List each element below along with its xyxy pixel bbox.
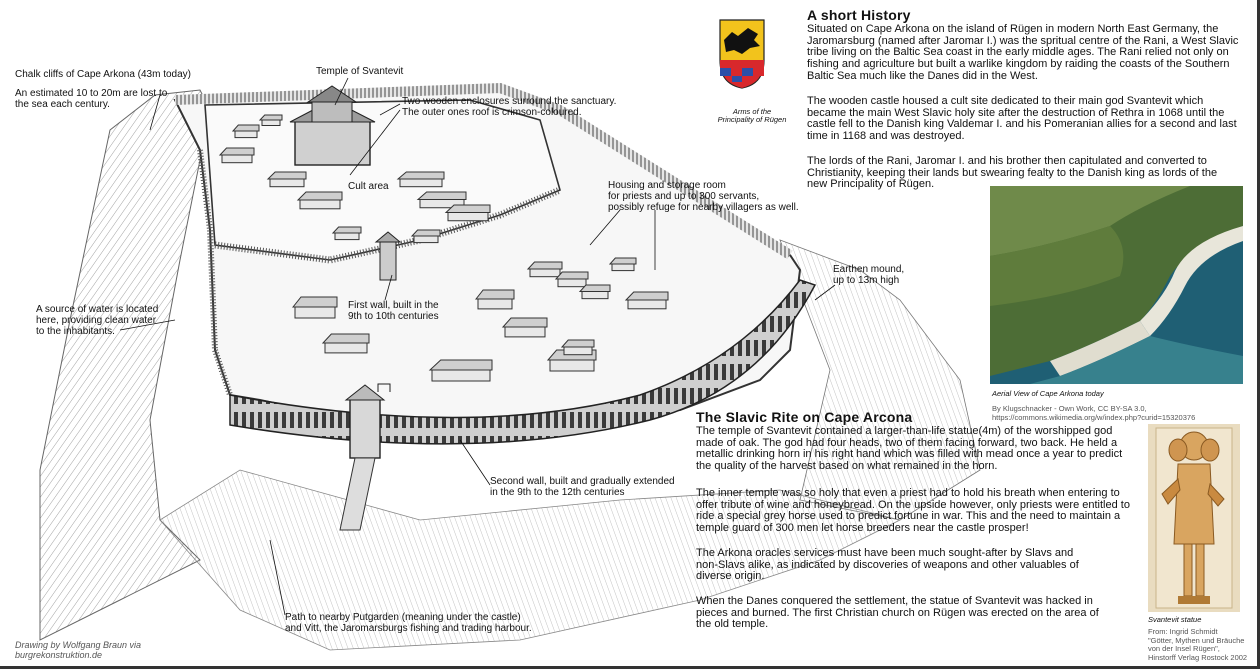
rite-paragraph-2: The inner temple was so holy that even a priest had to hold his breath when entering to offer tribute of wine and honeybread. On the upside however, only priests were entitled to ride a special grey horse used to predict fortune in war. This and the need to maintain a temple guard of 300 men let horse breeders near the castle prosper! — [696, 487, 1130, 535]
house — [233, 125, 259, 138]
house — [220, 148, 254, 163]
coat-of-arms-caption: Arms of the Principality of Rügen — [717, 107, 787, 124]
label-first-wall: First wall, built in the 9th to 10th centuries — [348, 300, 439, 322]
label-enclosures: Two wooden enclosures surround the sanctuary. The outer ones roof is crimson-coloured. — [402, 96, 617, 118]
label-temple: Temple of Svantevit — [316, 66, 404, 77]
house — [268, 172, 306, 187]
label-cliff-loss: An estimated 10 to 20m are lost to the sea each century. — [15, 88, 168, 110]
aerial-photo — [990, 186, 1243, 384]
rite-paragraph-3: The Arkona oracles services must have been much sought-after by Slavs and non-Slavs alike, as indicated by discoveries of weapons and other valuables of diverse origin. — [696, 547, 1079, 583]
label-earthen-mound: Earthen mound, up to 13m high — [833, 264, 905, 286]
house — [626, 292, 668, 309]
history-paragraph-3: The lords of the Rani, Jaromar I. and his brother then capitulated and converted to Christianity, keeping their lands but swearing fealty to the Danish king as lords of the new Principality of Rügen. — [807, 155, 1218, 191]
label-water-source: A source of water is located here, providing clean water to the inhabitants. — [36, 304, 159, 337]
label-housing: Housing and storage room for priests and up to 300 servants, possibly refuge for nearby villagers as well. — [608, 180, 799, 213]
label-path: Path to nearby Putgarden (meaning under the castle) and Vitt, the Jaromarsburgs fishing and trading harbour. — [285, 612, 532, 634]
statue-source: From: Ingrid Schmidt "Götter, Mythen und Bräuche von der Insel Rügen", Hinstorff Verlag Rostock 2002 — [1148, 627, 1248, 662]
rite-paragraph-1: The temple of Svantevit contained a larger-than-life statue(4m) of the worshipped god made of oak. The god had four heads, two of them facing forward, two back. He held a metallic drinking horn in his right hand which was filled with mead once a year to predict the quality of the harvest based on what remained in the horn. — [696, 425, 1123, 473]
history-paragraph-2: The wooden castle housed a cult site dedicated to their main god Svantevit which became the main West Slavic holy site after the destruction of Rethra in 1068 until the castle fell to the Danish king Valdemar I. and his Pomeranian allies for a second and last time in 1168 and was destroyed. — [807, 95, 1237, 143]
house — [562, 340, 594, 355]
coat-of-arms — [718, 18, 766, 90]
house — [446, 205, 490, 221]
chalk-cliffs-left — [40, 90, 210, 640]
svantevit-statue-image — [1148, 424, 1240, 612]
house — [503, 318, 547, 337]
history-paragraph-1: Situated on Cape Arkona on the island of Rügen in modern North East Germany, the Jaromarsburg (named after Jaromar I.) was the spritual centre of the Rani, a West Slavic tribe living on the Baltic Sea coast in the early middle ages. The Rani relied not only on fishing and agriculture but built a warlike kingdom by raiding the coasts of the Southern Baltic Sea much like the Danes did in the West. — [807, 23, 1239, 82]
aerial-photo-caption: Aerial View of Cape Arkona today — [992, 389, 1104, 398]
inner-gate-tower — [380, 240, 396, 280]
drawing-credit: Drawing by Wolfgang Braun via burgrekonstruktion.de — [15, 640, 142, 660]
house — [430, 360, 492, 381]
rite-paragraph-4: When the Danes conquered the settlement, the statue of Svantevit was hacked in pieces and burned. The first Christian church on Rügen was erected on the area of the old temple. — [696, 595, 1099, 631]
house — [333, 227, 361, 240]
history-title: A short History — [807, 7, 911, 23]
house — [412, 230, 440, 243]
rite-title: The Slavic Rite on Cape Arcona — [696, 409, 913, 425]
house — [260, 115, 282, 126]
house — [476, 290, 514, 309]
house — [323, 334, 369, 353]
house — [398, 172, 444, 187]
statue-caption: Svantevit statue — [1148, 615, 1202, 624]
house — [528, 262, 562, 277]
label-second-wall: Second wall, built and gradually extended in the 9th to the 12th centuries — [490, 476, 675, 498]
gate-tower — [350, 398, 380, 458]
label-chalk-cliffs: Chalk cliffs of Cape Arkona (43m today) — [15, 69, 192, 80]
house — [556, 272, 588, 287]
house — [298, 192, 342, 209]
house — [610, 258, 636, 271]
aerial-photo-credit: By Klugschnacker - Own Work, CC BY-SA 3.0, https://commons.wikimedia.org/w/index.php?curid=15320376 — [992, 404, 1196, 422]
label-cult-area: Cult area — [348, 181, 389, 192]
house — [580, 285, 610, 299]
house — [293, 297, 337, 318]
